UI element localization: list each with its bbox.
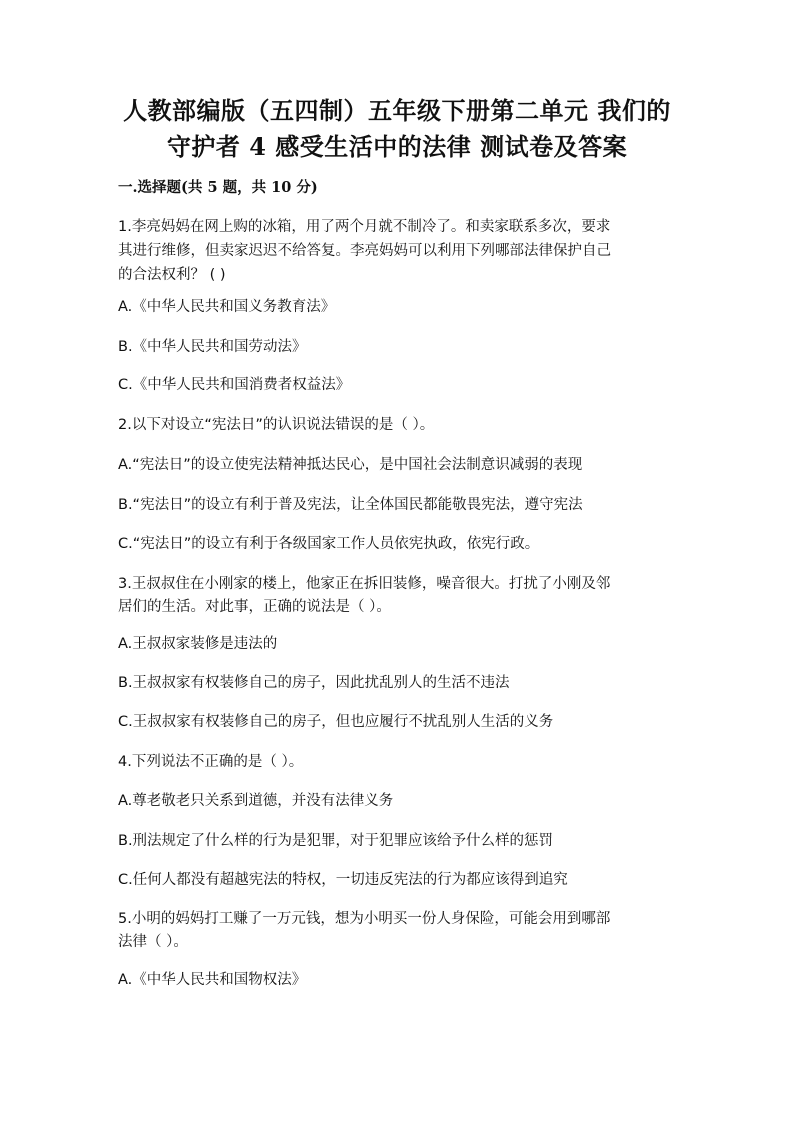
- question-3-option-b: B.王叔叔家有权装修自己的房子，因此扰乱别人的生活不违法: [118, 675, 510, 691]
- question-1-stem-line-1: 1.李亮妈妈在网上购的冰箱，用了两个月就不制冷了。和卖家联系多次，要求: [118, 219, 611, 235]
- question-5-stem-line-2: 法律（ ）。: [118, 934, 188, 950]
- question-1-option-b: B.《中华人民共和国劳动法》: [118, 339, 307, 355]
- question-5-option-a: A.《中华人民共和国物权法》: [118, 972, 307, 988]
- question-2-stem-line-1: 2.以下对设立“宪法日”的认识说法错误的是（ ）。: [118, 417, 435, 433]
- question-1-stem-line-3: 的合法权利？ ( ): [118, 267, 226, 283]
- page-title-line-1: 人教部编版（五四制）五年级下册第二单元 我们的: [123, 96, 671, 125]
- question-1-option-c: C.《中华人民共和国消费者权益法》: [118, 377, 351, 393]
- question-2-option-a: A.“宪法日”的设立使宪法精神抵达民心，是中国社会法制意识减弱的表现: [118, 457, 583, 473]
- section-heading: 一.选择题(共 5 题，共 10 分): [118, 179, 318, 196]
- page-title-line-2: 守护者 4 感受生活中的法律 测试卷及答案: [166, 132, 628, 161]
- question-3-stem-line-2: 居们的生活。对此事，正确的说法是（ ）。: [118, 599, 391, 615]
- question-4-stem-line-1: 4.下列说法不正确的是（ ）。: [118, 754, 304, 770]
- question-1-stem-line-2: 其进行维修，但卖家迟迟不给答复。李亮妈妈可以利用下列哪部法律保护自己: [118, 243, 611, 259]
- question-2-option-c: C.“宪法日”的设立有利于各级国家工作人员依宪执政，依宪行政。: [118, 536, 540, 552]
- question-3-option-c: C.王叔叔家有权装修自己的房子，但也应履行不扰乱别人生活的义务: [118, 714, 554, 730]
- question-4-option-a: A.尊老敬老只关系到道德，并没有法律义务: [118, 793, 394, 809]
- question-1-option-a: A.《中华人民共和国义务教育法》: [118, 299, 336, 315]
- question-3-option-a: A.王叔叔家装修是违法的: [118, 636, 278, 652]
- question-4-option-c: C.任何人都没有超越宪法的特权，一切违反宪法的行为都应该得到追究: [118, 872, 568, 888]
- question-5-stem-line-1: 5.小明的妈妈打工赚了一万元钱，想为小明买一份人身保险，可能会用到哪部: [118, 911, 611, 927]
- question-4-option-b: B.刑法规定了什么样的行为是犯罪，对于犯罪应该给予什么样的惩罚: [118, 833, 554, 849]
- question-3-stem-line-1: 3.王叔叔住在小刚家的楼上，他家正在拆旧装修，噪音很大。打扰了小刚及邻: [118, 576, 611, 592]
- question-2-option-b: B.“宪法日”的设立有利于普及宪法，让全体国民都能敬畏宪法，遵守宪法: [118, 497, 583, 513]
